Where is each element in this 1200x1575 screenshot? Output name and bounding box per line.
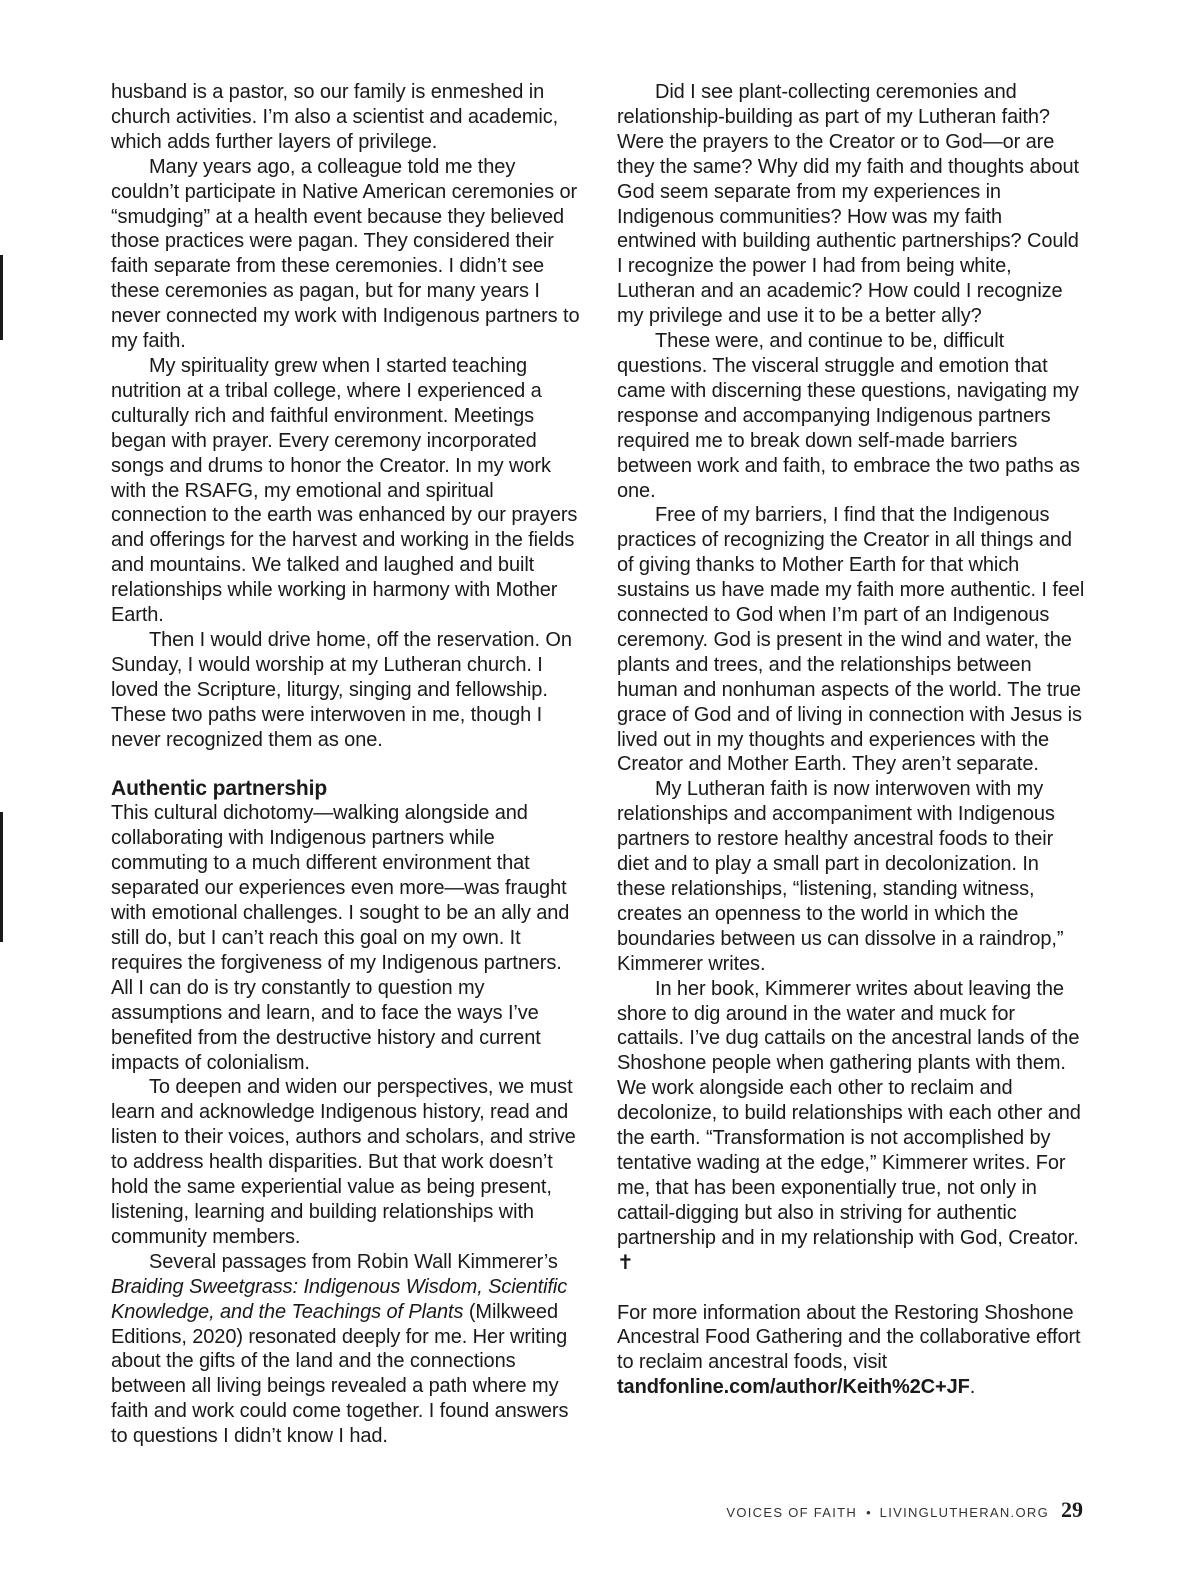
footer-bullet: • xyxy=(866,1505,871,1520)
paragraph: Then I would drive home, off the reservation. On Sunday, I would worship at my Lutheran church. I loved the Scripture, liturgy, singing and fellowship. These two paths were interwoven in me, though I never recognized them as one. xyxy=(111,628,572,751)
right-column xyxy=(617,80,1085,1400)
left-column xyxy=(111,80,583,1449)
info-note xyxy=(617,1301,1085,1401)
paragraph-text: Several passages from Robin Wall Kimmerer’s xyxy=(149,1250,558,1273)
page-number: 29 xyxy=(1061,1497,1083,1522)
paragraph-text: (Milkweed Editions, 2020) resonated deeply for me. Her writing about the gifts of the land and the connections between all living beings revealed a path where my faith and work could come together. I found answers to questions I didn’t know I had. xyxy=(111,1300,569,1448)
paragraph: This cultural dichotomy—walking alongside and collaborating with Indigenous partners while commuting to a much different environment that separated our experiences even more—was fraught with emotional challenges. I sought to be an ally and still do, but I can’t reach this goal on my own. It requires the forgiveness of my Indigenous partners. All I can do is try constantly to question my assumptions and learn, and to face the ways I’ve benefited from the destructive history and current impacts of colonialism. xyxy=(111,802,570,1074)
section-heading: Authentic partnership xyxy=(111,777,328,801)
paragraph: These were, and continue to be, difficult questions. The visceral struggle and emotion that came with discerning these questions, navigating my response and accompanying Indigenous partners required me to break down self-made barriers between work and faith, to embrace the two paths as one. xyxy=(617,330,1080,502)
page-footer xyxy=(726,1497,1083,1523)
info-link[interactable]: tandfonline.com/author/Keith%2C+JF xyxy=(617,1376,970,1399)
footer-section: VOICES OF FAITH xyxy=(726,1505,858,1520)
paragraph: Free of my barriers, I find that the Indigenous practices of recognizing the Creator in all things and of giving thanks to Mother Earth for that which sustains us have made my faith more authentic. I feel connected to God when I’m part of an Indigenous ceremony. God is present in the wind and water, the plants and trees, and the relationships between human and nonhuman aspects of the world. The true grace of God and of living in connection with Jesus is lived out in my thoughts and experiences with the Creator and Mother Earth. They aren’t separate. xyxy=(617,504,1085,776)
paragraph xyxy=(111,1250,583,1449)
book-title: Braiding Sweetgrass: Indigenous Wisdom, Scientific Knowledge, and the Teachings of Plants xyxy=(111,1275,568,1323)
info-text: For more information about the Restoring Shoshone Ancestral Food Gathering and the collaborative effort to reclaim ancestral foods, visit xyxy=(617,1301,1081,1374)
paragraph: To deepen and widen our perspectives, we must learn and acknowledge Indigenous history, read and listen to their voices, authors and scholars, and strive to address health disparities. But that work doesn’t hold the same experiential value as being present, listening, learning and building relationships with community members. xyxy=(111,1076,576,1248)
paragraph: Did I see plant-collecting ceremonies and relationship-building as part of my Lutheran faith? Were the prayers to the Creator or to God—or are they the same? Why did my faith and thoughts about God seem separate from my experiences in Indigenous communities? How was my faith entwined with building authentic partnerships? Could I recognize the power I had from being white, Lutheran and an academic? How could I recognize my privilege and use it to be a better ally? xyxy=(617,81,1079,328)
footer-site: LIVINGLUTHERAN.ORG xyxy=(879,1505,1049,1520)
page-edge-mark xyxy=(0,812,3,942)
paragraph: Many years ago, a colleague told me they couldn’t participate in Native American ceremonies or “smudging” at a health event because they believed those practices were pagan. They considered their faith separate from these ceremonies. I didn’t see these ceremonies as pagan, but for many years I never connected my work with Indigenous partners to my faith. xyxy=(111,155,580,353)
paragraph: husband is a pastor, so our family is enmeshed in church activities. I’m also a scientist and academic, which adds further layers of privilege. xyxy=(111,81,559,153)
cross-end-mark-icon: ✝ xyxy=(617,1251,634,1274)
paragraph: My spirituality grew when I started teaching nutrition at a tribal college, where I experienced a culturally rich and faithful environment. Meetings began with prayer. Every ceremony incorporated songs and drums to honor the Creator. In my work with the RSAFG, my emotional and spiritual connection to the earth was enhanced by our prayers and offerings for the harvest and working in the fields and mountains. We talked and laughed and built relationships while working in harmony with Mother Earth. xyxy=(111,354,578,627)
paragraph xyxy=(617,977,1085,1276)
page-edge-mark xyxy=(0,255,3,340)
paragraph: My Lutheran faith is now interwoven with my relationships and accompaniment with Indigenous partners to restore healthy ancestral foods to their diet and to play a small part in decolonization. In these relationships, “listening, standing witness, creates an openness to the world in which the boundaries between us can dissolve in a raindrop,” Kimmerer writes. xyxy=(617,778,1064,975)
paragraph-text: In her book, Kimmerer writes about leaving the shore to dig around in the water and muck for cattails. I’ve dug cattails on the ancestral lands of the Shoshone people when gathering plants with them. We work alongside each other to reclaim and decolonize, to build relationships with each other and the earth. “Transformation is not accomplished by tentative wading at the edge,” Kimmerer writes. For me, that has been exponentially true, not only in cattail-digging but also in striving for authentic partnership and in my relationship with God, Creator. xyxy=(617,977,1081,1249)
info-text-end: . xyxy=(969,1376,976,1399)
